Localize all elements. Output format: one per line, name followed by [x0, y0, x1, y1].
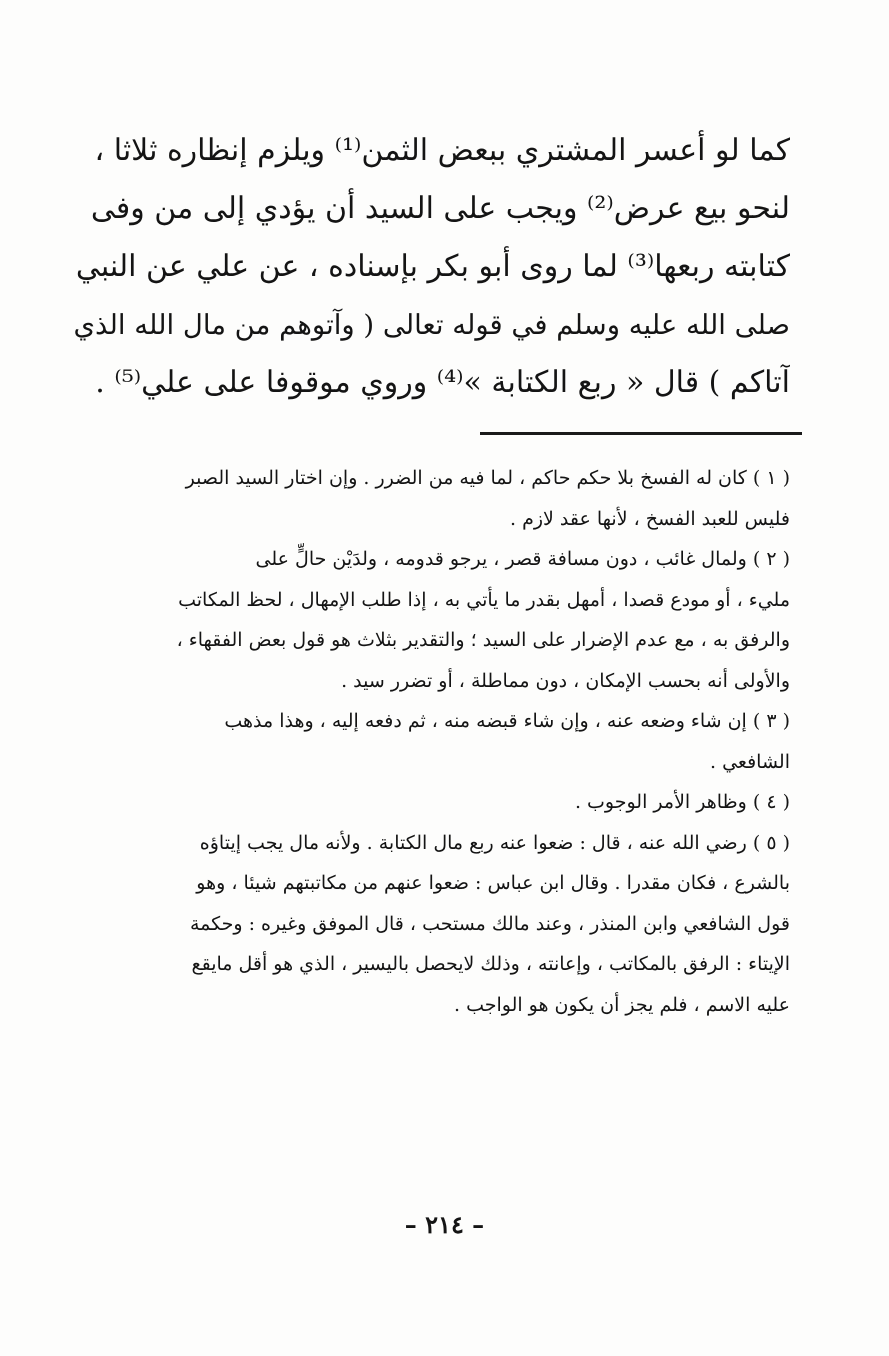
- footnotes-block: [66, 458, 790, 1025]
- footnote-line: عليه الاسم ، فلم يجز أن يكون هو الواجب .: [454, 993, 790, 1016]
- main-text-block: [66, 122, 790, 412]
- footnote-line: ( ٣ ) إن شاء وضعه عنه ، وإن شاء قبضه منه ، ثم دفعه إليه ، وهذا مذهب: [224, 710, 790, 732]
- footnote-divider: [480, 432, 802, 435]
- footnote-line: ( ٢ ) ولمال غائب ، دون مسافة قصر ، يرجو قدومه ، ولدَيْن حالٍّ على: [255, 548, 790, 570]
- main-text-line: لنحو بيع عرض⁽²⁾ ويجب على السيد أن يؤدي إلى من وفى: [90, 191, 790, 226]
- main-text-line: آتاكم ) قال « ربع الكتابة »⁽⁴⁾ وروي موقوفا على علي⁽⁵⁾ .: [95, 365, 790, 400]
- footnote-line: بالشرع ، فكان مقدرا . وقال ابن عباس : ضعوا عنهم من مكاتبتهم شيئا ، وهو: [196, 872, 790, 894]
- footnote-line: والأولى أنه بحسب الإمكان ، دون مماطلة ، أو تضرر سيد .: [341, 669, 790, 692]
- footnote-line: ( ٤ ) وظاهر الأمر الوجوب .: [574, 791, 790, 813]
- footnote-line: الشافعي .: [710, 750, 790, 773]
- footnote-line: قول الشافعي وابن المنذر ، وعند مالك مستحب ، قال الموفق وغيره : وحكمة: [189, 912, 790, 935]
- main-text-line: صلى الله عليه وسلم في قوله تعالى ( وآتوهم من مال الله الذي: [73, 309, 790, 341]
- footnote-line: مليء ، أو مودع قصدا ، أمهل بقدر ما يأتي به ، إذا طلب الإمهال ، لحظ المكاتب: [178, 588, 790, 611]
- footnote-line: فليس للعبد الفسخ ، لأنها عقد لازم .: [510, 507, 790, 530]
- main-text-line: كتابته ربعها⁽³⁾ لما روى أبو بكر بإسناده ، عن علي عن النبي: [75, 249, 790, 284]
- page-number: – ٢١٤ –: [404, 1210, 485, 1239]
- main-text-line: كما لو أعسر المشتري ببعض الثمن⁽¹⁾ ويلزم إنظاره ثلاثا ،: [94, 133, 790, 168]
- footnote-line: والرفق به ، مع عدم الإضرار على السيد ؛ والتقدير بثلاث هو قول بعض الفقهاء ،: [176, 629, 790, 651]
- footnote-line: ( ٥ ) رضي الله عنه ، قال : ضعوا عنه ربع مال الكتابة . ولأنه مال يجب إيتاؤه: [199, 831, 790, 854]
- footnote-line: الإيتاء : الرفق بالمكاتب ، وإعانته ، وذلك لايحصل باليسير ، الذي هو أقل مايقع: [191, 953, 790, 975]
- footnote-line: ( ١ ) كان له الفسخ بلا حكم حاكم ، لما فيه من الضرر . وإن اختار السيد الصبر: [185, 467, 790, 489]
